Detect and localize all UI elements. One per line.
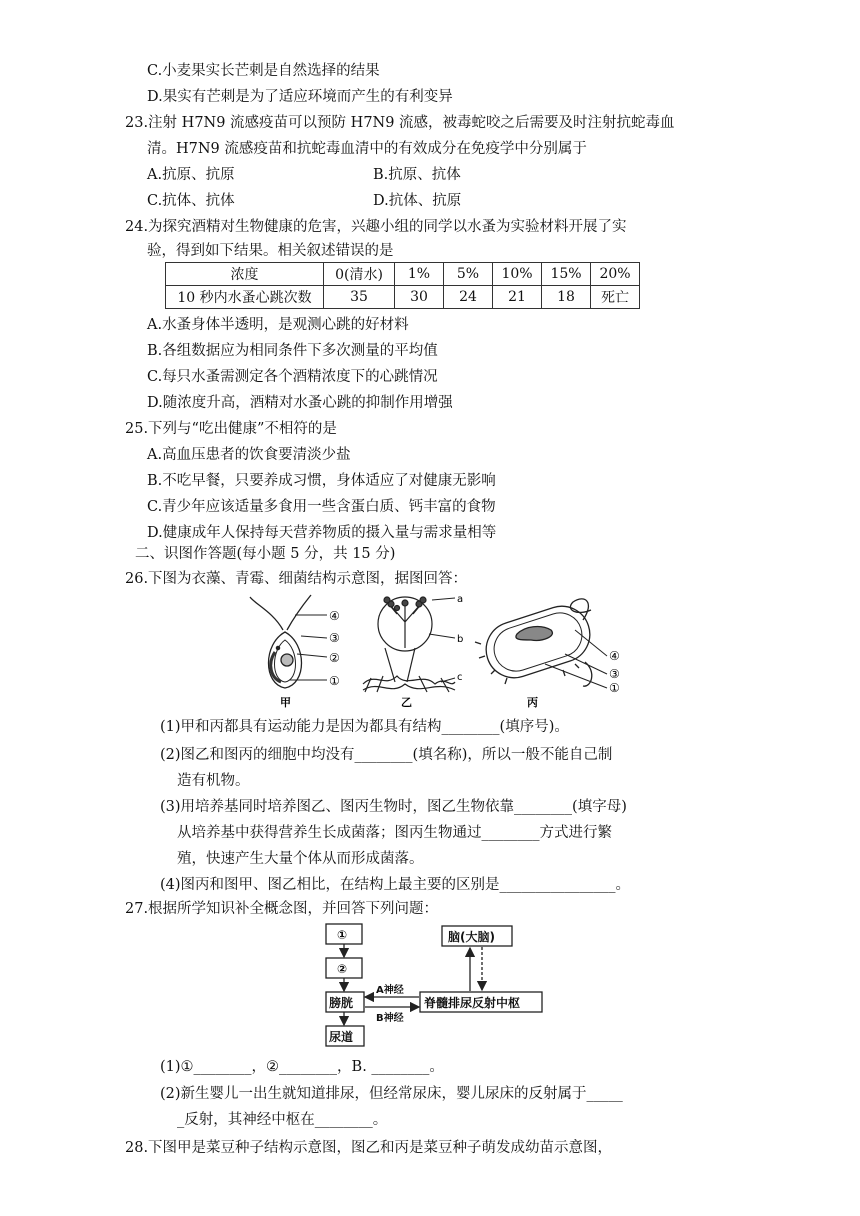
table-cell: 10%	[493, 263, 542, 286]
box-2-label: ②	[337, 962, 348, 976]
q26-sub4: (4)图丙和图甲、图乙相比，在结构上最主要的区别是________________。	[160, 877, 631, 893]
table-cell: 35	[324, 286, 395, 309]
q26-jia-marker: ①	[329, 674, 340, 688]
q23-option-d: D.抗体、抗原	[373, 193, 462, 209]
table-cell: 21	[493, 286, 542, 309]
table-cell: 0(清水)	[324, 263, 395, 286]
q23-stem-line2: 清。H7N9 流感疫苗和抗蛇毒血清中的有效成分在免疫学中分别属于	[147, 141, 587, 157]
table-cell: 24	[444, 286, 493, 309]
spinal-center-label: 脊髓排尿反射中枢	[424, 996, 521, 1010]
penicillium-drawing	[363, 597, 455, 692]
bacterium-drawing	[475, 599, 607, 688]
q23-stem-line1: 23.注射 H7N9 流感疫苗可以预防 H7N9 流感，被毒蛇咬之后需要及时注射抗蛇毒血	[125, 115, 675, 131]
box-1-label: ①	[337, 928, 348, 942]
q26-bing-marker: ①	[609, 681, 620, 695]
q27-concept-map-svg	[318, 921, 558, 1049]
q22-option-d: D.果实有芒刺是为了适应环境而产生的有利变异	[147, 89, 453, 105]
q27-stem: 27.根据所学知识补全概念图，并回答下列问题：	[125, 901, 439, 917]
q24-stem-line2: 验，得到如下结果。相关叙述错误的是	[147, 243, 394, 259]
q26-yi-marker: a	[457, 594, 464, 605]
q23-option-b: B.抗原、抗体	[373, 167, 461, 183]
q26-jia-label: 甲	[280, 696, 291, 709]
q26-sub2-line1: (2)图乙和图丙的细胞中均没有________(填名称)，所以一般不能自己制	[160, 747, 613, 763]
q26-figure	[245, 592, 625, 710]
q26-yi-label: 乙	[401, 696, 412, 709]
q26-sub3-line2: 从培养基中获得营养生长成菌落；图丙生物通过________方式进行繁	[177, 825, 612, 841]
q26-sub3-line1: (3)用培养基同时培养图乙、图丙生物时，图乙生物依靠________(填字母)	[160, 799, 627, 815]
q27-sub2-line2: _反射，其神经中枢在________。	[177, 1112, 388, 1128]
q24-stem-line1: 24.为探究酒精对生物健康的危害，兴趣小组的同学以水蚤为实验材料开展了实	[125, 219, 627, 235]
q26-sub2-line2: 造有机物。	[177, 773, 250, 789]
q22-option-c: C.小麦果实长芒刺是自然选择的结果	[147, 63, 380, 79]
table-row-label: 10 秒内水蚤心跳次数	[166, 286, 324, 309]
table-header-label: 浓度	[166, 263, 324, 286]
q24-option-b: B.各组数据应为相同条件下多次测量的平均值	[147, 343, 438, 359]
q26-bing-label: 丙	[527, 696, 538, 709]
q26-yi-marker: b	[457, 634, 464, 645]
brain-label: 脑(大脑)	[448, 930, 495, 944]
q25-stem: 25.下列与“吃出健康”不相符的是	[125, 421, 337, 437]
table-cell: 15%	[542, 263, 591, 286]
q23-option-c: C.抗体、抗体	[147, 193, 235, 209]
q24-data-table	[165, 262, 640, 309]
q28-stem: 28.下图甲是菜豆种子结构示意图，图乙和丙是菜豆种子萌发成幼苗示意图，	[125, 1140, 613, 1156]
q24-option-c: C.每只水蚤需测定各个酒精浓度下的心跳情况	[147, 369, 438, 385]
chlamydomonas-drawing	[250, 595, 327, 688]
section-heading: 二、识图作答题(每小题 5 分，共 15 分)	[135, 546, 396, 562]
q26-bing-marker: ③	[609, 667, 620, 681]
q23-option-a: A.抗原、抗原	[147, 167, 235, 183]
table-row	[166, 286, 640, 309]
urethra-label: 尿道	[329, 1030, 354, 1044]
q26-jia-marker: ②	[329, 651, 340, 665]
q24-option-a: A.水蚤身体半透明，是观测心跳的好材料	[147, 317, 409, 333]
q25-option-d: D.健康成年人保持每天营养物质的摄入量与需求量相等	[147, 525, 497, 541]
table-cell: 20%	[591, 263, 640, 286]
q27-sub1: (1)①________，②________，B. ________。	[160, 1059, 444, 1075]
table-cell: 30	[395, 286, 444, 309]
q25-option-b: B.不吃早餐，只要养成习惯，身体适应了对健康无影响	[147, 473, 496, 489]
q24-option-d: D.随浓度升高，酒精对水蚤心跳的抑制作用增强	[147, 395, 453, 411]
q25-option-c: C.青少年应该适量多食用一些含蛋白质、钙丰富的食物	[147, 499, 496, 515]
table-cell: 18	[542, 286, 591, 309]
table-cell: 死亡	[591, 286, 640, 309]
q26-figure-svg	[245, 592, 625, 710]
bladder-label: 膀胱	[329, 996, 354, 1010]
nerve-a-label: A神经	[376, 985, 404, 996]
q26-jia-marker: ④	[329, 609, 340, 623]
q26-sub1: (1)甲和丙都具有运动能力是因为都具有结构________(填序号)。	[160, 719, 569, 735]
q26-sub3-line3: 殖，快速产生大量个体从而形成菌落。	[177, 851, 424, 867]
table-cell: 5%	[444, 263, 493, 286]
q26-stem: 26.下图为衣藻、青霉、细菌结构示意图，据图回答：	[125, 571, 468, 587]
q25-option-a: A.高血压患者的饮食要清淡少盐	[147, 447, 351, 463]
table-row	[166, 263, 640, 286]
q27-concept-map	[318, 921, 558, 1049]
q26-jia-marker: ③	[329, 631, 340, 645]
q27-sub2-line1: (2)新生婴儿一出生就知道排尿，但经常尿床，婴儿尿床的反射属于_____	[160, 1086, 623, 1102]
nerve-b-label: B神经	[376, 1013, 404, 1024]
q26-bing-marker: ④	[609, 649, 620, 663]
q26-yi-marker: c	[457, 672, 463, 683]
table-cell: 1%	[395, 263, 444, 286]
